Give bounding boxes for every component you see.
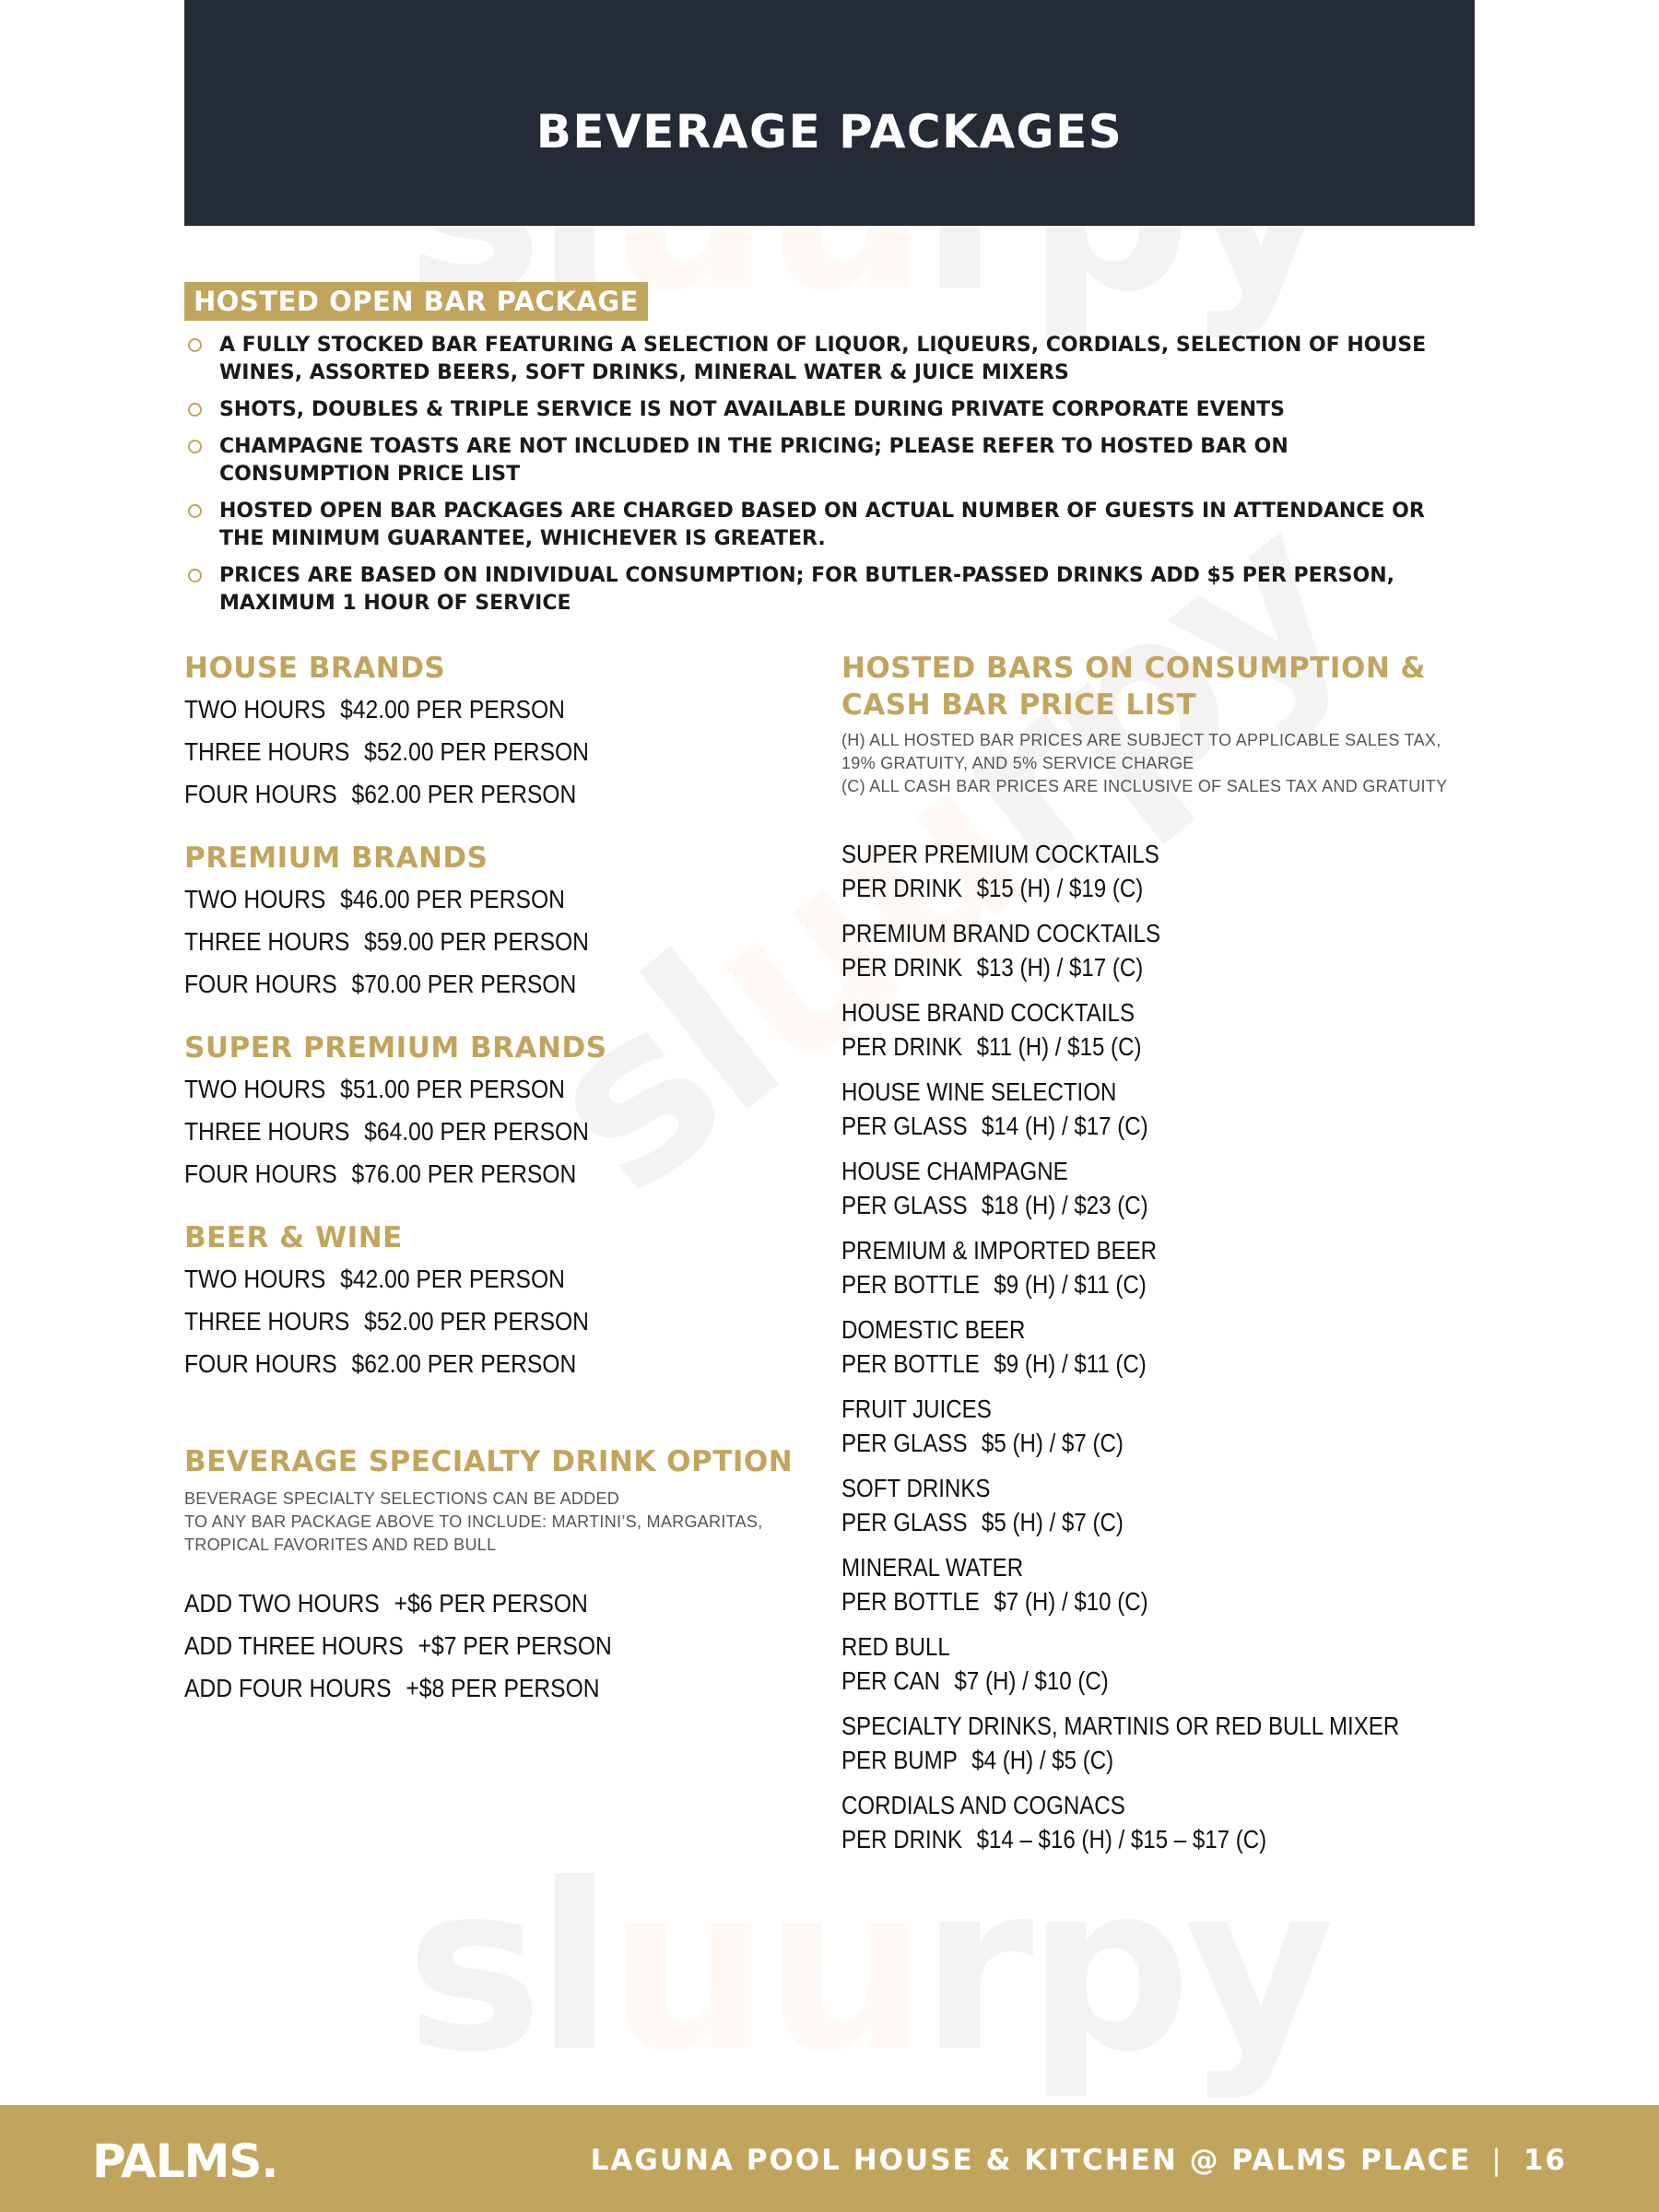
- price-row: [184, 1118, 735, 1160]
- duration-label: ADD THREE HOURS: [184, 1631, 404, 1660]
- consumption-item-price: [841, 1664, 1396, 1698]
- price-label: +$8 PER PERSON: [406, 1674, 600, 1702]
- brand-section-title: SUPER PREMIUM BRANDS: [184, 1031, 607, 1065]
- consumption-item-price: [841, 1505, 1396, 1539]
- price-label: $70.00 PER PERSON: [351, 970, 577, 998]
- price-label: $59.00 PER PERSON: [364, 927, 589, 956]
- consumption-item: [841, 837, 1487, 905]
- consumption-item-price: [841, 1584, 1396, 1618]
- duration-label: TWO HOURS: [184, 885, 326, 913]
- consumption-item-name: HOUSE WINE SELECTION: [841, 1077, 1117, 1106]
- consumption-item: [841, 995, 1487, 1064]
- price-row: [184, 696, 735, 738]
- duration-label: FOUR HOURS: [184, 970, 337, 998]
- consumption-item-unit: PER DRINK: [841, 1032, 963, 1061]
- consumption-notes: [841, 729, 1487, 798]
- consumption-item-unit: PER GLASS: [841, 1112, 968, 1140]
- consumption-item-name: RED BULL: [841, 1632, 950, 1661]
- consumption-item-amount: $9 (H) / $11 (C): [994, 1349, 1147, 1378]
- duration-label: FOUR HOURS: [184, 780, 337, 808]
- consumption-item-unit: PER GLASS: [841, 1508, 968, 1536]
- consumption-item-unit: PER BOTTLE: [841, 1587, 980, 1616]
- consumption-item-amount: $5 (H) / $7 (C): [981, 1508, 1124, 1536]
- brand-section: [184, 1030, 811, 1203]
- consumption-item-name: SOFT DRINKS: [841, 1474, 991, 1502]
- bullet-item: [184, 433, 1456, 488]
- consumption-item: [841, 1392, 1487, 1460]
- watermark-sluurpy: [406, 1834, 1327, 2102]
- consumption-item-amount: $7 (H) / $10 (C): [954, 1666, 1109, 1695]
- consumption-item-amount: $4 (H) / $5 (C): [971, 1746, 1114, 1774]
- consumption-item-unit: PER DRINK: [841, 874, 963, 902]
- bullet-item: [184, 396, 1456, 424]
- bullet-text: A FULLY STOCKED BAR FEATURING A SELECTION OF LIQUOR, LIQUEURS, CORDIALS, SELECTION OF HOUSE WINES, ASSORTED BEERS, SOFT DRINKS, MINERAL WATER & JUICE MIXERS: [219, 334, 1427, 384]
- hollow-circle-bullet-icon: [188, 504, 202, 518]
- consumption-item-price: [841, 1426, 1396, 1460]
- brand-section: [184, 1219, 811, 1393]
- brand-section-title: PREMIUM BRANDS: [184, 841, 488, 875]
- specialty-note-line: BEVERAGE SPECIALTY SELECTIONS CAN BE ADDED: [184, 1489, 620, 1508]
- price-row: [184, 1160, 735, 1203]
- price-row: [184, 1308, 735, 1350]
- hosted-open-bar-bullets: [184, 332, 1456, 627]
- brand-section: [184, 840, 811, 1013]
- consumption-item-name: SPECIALTY DRINKS, MARTINIS OR RED BULL MIXER: [841, 1712, 1400, 1740]
- price-label: $42.00 PER PERSON: [340, 695, 565, 724]
- consumption-item-price: [841, 1347, 1396, 1381]
- footer-separator: |: [1491, 2144, 1503, 2177]
- price-label: +$7 PER PERSON: [418, 1631, 612, 1660]
- consumption-item-amount: $18 (H) / $23 (C): [981, 1191, 1148, 1219]
- consumption-item-price: [841, 1267, 1396, 1301]
- hollow-circle-bullet-icon: [188, 338, 202, 352]
- bullet-text: HOSTED OPEN BAR PACKAGES ARE CHARGED BASED ON ACTUAL NUMBER OF GUESTS IN ATTENDANCE OR THE MINIMUM GUARANTEE, WHICHEVER IS GREATER.: [219, 500, 1425, 550]
- consumption-item-unit: PER DRINK: [841, 953, 963, 982]
- consumption-item-name: SUPER PREMIUM COCKTAILS: [841, 840, 1159, 868]
- consumption-item-amount: $14 – $16 (H) / $15 – $17 (C): [976, 1825, 1267, 1853]
- palms-logo: PALMS.: [92, 2135, 278, 2188]
- consumption-item-amount: $7 (H) / $10 (C): [994, 1587, 1148, 1616]
- price-label: $64.00 PER PERSON: [364, 1117, 589, 1146]
- consumption-item: [841, 1550, 1487, 1618]
- consumption-title-line: HOSTED BARS ON CONSUMPTION &: [841, 652, 1427, 685]
- consumption-item-name: PREMIUM BRAND COCKTAILS: [841, 919, 1161, 947]
- consumption-item-name: DOMESTIC BEER: [841, 1315, 1026, 1344]
- consumption-item: [841, 1154, 1487, 1222]
- consumption-item-price: [841, 1188, 1396, 1222]
- duration-label: THREE HOURS: [184, 1117, 350, 1146]
- consumption-note-line: (C) ALL CASH BAR PRICES ARE INCLUSIVE OF SALES TAX AND GRATUITY: [841, 777, 1448, 795]
- consumption-item-name: MINERAL WATER: [841, 1553, 1024, 1582]
- consumption-item-name: HOUSE CHAMPAGNE: [841, 1157, 1068, 1185]
- consumption-item-name: CORDIALS AND COGNACS: [841, 1791, 1125, 1819]
- price-row: [184, 781, 735, 823]
- price-label: $62.00 PER PERSON: [351, 1349, 577, 1378]
- consumption-item-price: [841, 1109, 1396, 1143]
- header-band: [184, 0, 1475, 226]
- duration-label: ADD TWO HOURS: [184, 1589, 380, 1618]
- brand-section-title: BEER & WINE: [184, 1221, 403, 1254]
- bullet-item: [184, 498, 1456, 553]
- specialty-note-line: TROPICAL FAVORITES AND RED BULL: [184, 1535, 497, 1554]
- consumption-item-price: [841, 1743, 1396, 1777]
- consumption-item-unit: PER GLASS: [841, 1429, 968, 1457]
- brand-section-title: HOUSE BRANDS: [184, 652, 446, 685]
- footer-venue: [591, 2144, 1567, 2177]
- consumption-item-price: [841, 1822, 1396, 1856]
- consumption-item: [841, 1075, 1487, 1143]
- consumption-item: [841, 1471, 1487, 1539]
- price-label: $51.00 PER PERSON: [340, 1075, 565, 1103]
- price-row: [184, 886, 735, 928]
- consumption-items: [841, 837, 1487, 1856]
- consumption-item-unit: PER BOTTLE: [841, 1270, 980, 1299]
- consumption-item: [841, 1233, 1487, 1301]
- consumption-item-amount: $11 (H) / $15 (C): [976, 1032, 1142, 1061]
- consumption-item: [841, 1788, 1487, 1856]
- specialty-rows: [184, 1590, 811, 1717]
- consumption-item: [841, 916, 1487, 984]
- duration-label: TWO HOURS: [184, 1075, 326, 1103]
- price-row: [184, 971, 735, 1013]
- price-label: $76.00 PER PERSON: [351, 1159, 577, 1188]
- consumption-item-amount: $13 (H) / $17 (C): [976, 953, 1144, 982]
- consumption-item-amount: $15 (H) / $19 (C): [976, 874, 1144, 902]
- specialty-title: BEVERAGE SPECIALTY DRINK OPTION: [184, 1445, 794, 1478]
- duration-label: FOUR HOURS: [184, 1159, 337, 1188]
- bullet-item: [184, 562, 1456, 618]
- price-row: [184, 1675, 735, 1717]
- consumption-note-line: 19% GRATUITY, AND 5% SERVICE CHARGE: [841, 754, 1194, 772]
- consumption-title: [841, 650, 1487, 724]
- bullet-text: CHAMPAGNE TOASTS ARE NOT INCLUDED IN THE PRICING; PLEASE REFER TO HOSTED BAR ON CONSUMPTION PRICE LIST: [219, 435, 1288, 486]
- price-label: $42.00 PER PERSON: [340, 1265, 565, 1293]
- consumption-item-name: PREMIUM & IMPORTED BEER: [841, 1236, 1158, 1265]
- price-row: [184, 1265, 735, 1308]
- page-number: 16: [1523, 2144, 1567, 2177]
- duration-label: ADD FOUR HOURS: [184, 1674, 392, 1702]
- duration-label: THREE HOURS: [184, 1307, 350, 1335]
- price-row: [184, 1076, 735, 1118]
- hollow-circle-bullet-icon: [188, 569, 202, 582]
- specialty-note: [184, 1488, 811, 1557]
- consumption-item-name: HOUSE BRAND COCKTAILS: [841, 998, 1135, 1027]
- brand-sections: [184, 650, 811, 1393]
- consumption-item: [841, 1709, 1487, 1777]
- specialty-note-line: TO ANY BAR PACKAGE ABOVE TO INCLUDE: MARTINI’S, MARGARITAS,: [184, 1512, 763, 1531]
- left-column: [184, 650, 811, 1717]
- brand-section: [184, 650, 811, 823]
- price-label: $62.00 PER PERSON: [351, 780, 577, 808]
- bullet-text: SHOTS, DOUBLES & TRIPLE SERVICE IS NOT AVAILABLE DURING PRIVATE CORPORATE EVENTS: [219, 398, 1285, 421]
- bullet-text: PRICES ARE BASED ON INDIVIDUAL CONSUMPTION; FOR BUTLER-PASSED DRINKS ADD $5 PER PERSON, MAXIMUM 1 HOUR OF SERVICE: [219, 564, 1394, 615]
- price-label: $52.00 PER PERSON: [364, 737, 589, 766]
- consumption-item-unit: PER GLASS: [841, 1191, 968, 1219]
- duration-label: TWO HOURS: [184, 1265, 326, 1293]
- bullet-item: [184, 332, 1456, 387]
- duration-label: FOUR HOURS: [184, 1349, 337, 1378]
- price-label: $52.00 PER PERSON: [364, 1307, 589, 1335]
- consumption-item-unit: PER CAN: [841, 1666, 941, 1695]
- consumption-note-line: (H) ALL HOSTED BAR PRICES ARE SUBJECT TO APPLICABLE SALES TAX,: [841, 731, 1441, 749]
- price-row: [184, 738, 735, 781]
- consumption-item-unit: PER BUMP: [841, 1746, 958, 1774]
- hollow-circle-bullet-icon: [188, 440, 202, 453]
- consumption-title-line: CASH BAR PRICE LIST: [841, 688, 1197, 722]
- footer-band: [0, 2105, 1659, 2212]
- consumption-item-unit: PER DRINK: [841, 1825, 963, 1853]
- consumption-item-price: [841, 1030, 1396, 1064]
- price-row: [184, 1632, 735, 1675]
- consumption-item-price: [841, 871, 1396, 905]
- duration-label: THREE HOURS: [184, 737, 350, 766]
- price-row: [184, 928, 735, 971]
- page-title: BEVERAGE PACKAGES: [535, 104, 1124, 159]
- price-label: +$6 PER PERSON: [394, 1589, 588, 1618]
- price-label: $46.00 PER PERSON: [340, 885, 565, 913]
- duration-label: TWO HOURS: [184, 695, 326, 724]
- price-row: [184, 1350, 735, 1393]
- venue-name: LAGUNA POOL HOUSE & KITCHEN @ PALMS PLACE: [590, 2144, 1472, 2177]
- consumption-item: [841, 1312, 1487, 1381]
- specialty-section: [184, 1443, 811, 1717]
- right-column: [841, 650, 1487, 1867]
- consumption-item-amount: $14 (H) / $17 (C): [981, 1112, 1148, 1140]
- duration-label: THREE HOURS: [184, 927, 350, 956]
- hollow-circle-bullet-icon: [188, 403, 202, 417]
- consumption-item-amount: $9 (H) / $11 (C): [994, 1270, 1147, 1299]
- hosted-open-bar-title: HOSTED OPEN BAR PACKAGE: [184, 282, 648, 321]
- consumption-item-unit: PER BOTTLE: [841, 1349, 980, 1378]
- consumption-item-amount: $5 (H) / $7 (C): [981, 1429, 1124, 1457]
- consumption-item: [841, 1630, 1487, 1698]
- consumption-item-price: [841, 950, 1396, 984]
- price-row: [184, 1590, 735, 1632]
- consumption-item-name: FRUIT JUICES: [841, 1394, 992, 1423]
